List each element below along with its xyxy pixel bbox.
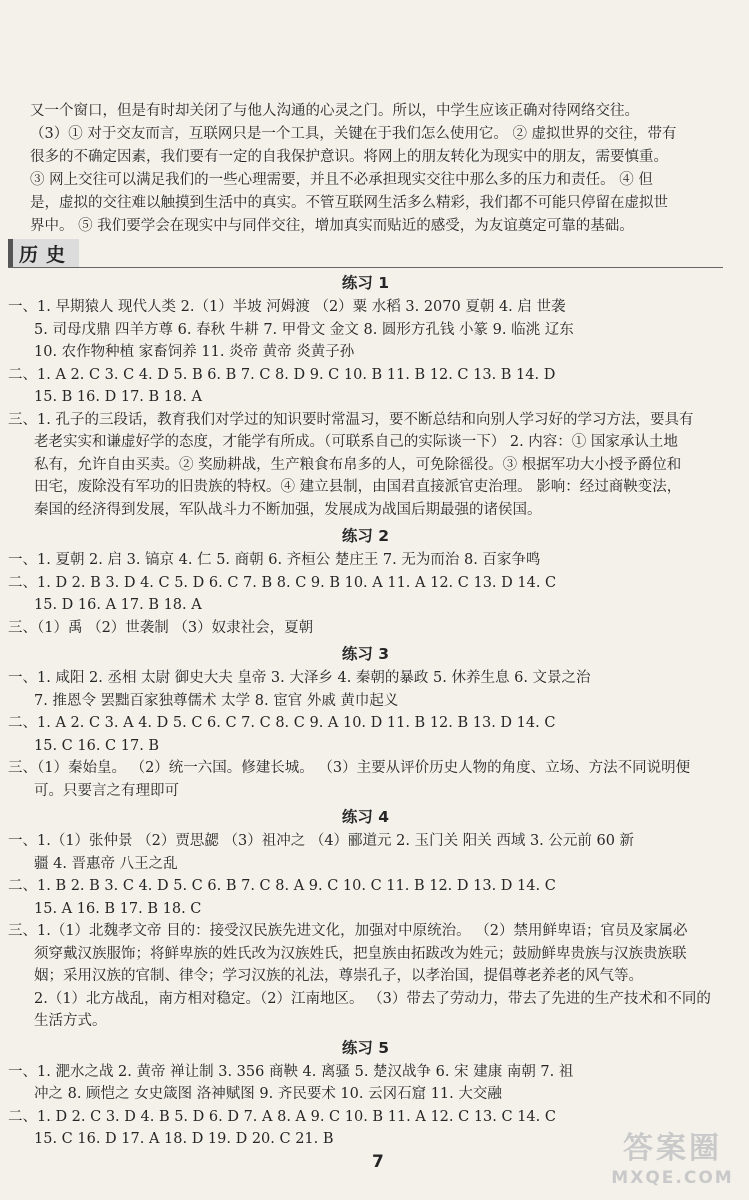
- watermark-sub: MXQE.COM: [611, 1168, 734, 1188]
- answer-line: 10. 农作物种植 家畜饲养 11. 炎帝 黄帝 炎黄子孙: [34, 344, 355, 360]
- answer-line: 15. C 16. D 17. A 18. D 19. D 20. C 21. B: [34, 1131, 334, 1147]
- answer-line: 一、1. 淝水之战 2. 黄帝 禅让制 3. 356 商鞅 4. 离骚 5. 楚汉战争 6. 宋 建康 南朝 7. 祖: [8, 1063, 574, 1080]
- answer-line: 秦国的经济得到发展，军队战斗力不断加强，发展成为战国后期最强的诸侯国。: [34, 501, 542, 518]
- intro-line: ③ 网上交往可以满足我们的一些心理需要，并且不必承担现实交往中那么多的压力和责任。 ④ 但: [30, 172, 653, 188]
- answer-line: 二、1. A 2. C 3. C 4. D 5. B 6. B 7. C 8. D 9. C 10. B 11. B 12. C 13. B 14. D: [8, 366, 556, 383]
- answer-line: 三、1.（1）北魏孝文帝 目的：接受汉民族先进文化，加强对中原统治。 （2）禁用鲜卑语；官员及家属必: [8, 923, 688, 939]
- watermark-logo: [600, 1130, 745, 1195]
- answer-line: 15. D 16. A 17. B 18. A: [34, 597, 202, 613]
- answer-line: 须穿戴汉族服饰；将鲜卑族的姓氏改为汉族姓氏，把皇族由拓跋改为姓元；鼓励鲜卑贵族与汉族贵族联: [34, 945, 687, 962]
- answer-line: 2.（1）北方战乱，南方相对稳定。（2）江南地区。 （3）带去了劳动力，带去了先进的生产技术和不同的: [34, 990, 711, 1007]
- answer-line: 生活方式。: [34, 1013, 107, 1029]
- answer-line: 田宅，废除没有军功的旧贵族的特权。④ 建立县制，由国君直接派官吏治理。 影响：经过商鞅变法，: [34, 479, 682, 495]
- intro-line: 又一个窗口，但是有时却关闭了与他人沟通的心灵之门。所以，中学生应该正确对待网络交往。: [30, 103, 639, 119]
- intro-line: 界中。 ⑤ 我们要学会在现实中与同伴交往，增加真实而贴近的感受，为友谊奠定可靠的基础。: [30, 218, 634, 234]
- intro-line: 是，虚拟的交往难以触摸到生活中的真实。不管互联网生活多么精彩，我们都不可能只停留在虚拟世: [30, 195, 668, 211]
- answer-line: 15. C 16. C 17. B: [34, 737, 160, 754]
- exercises-list: [8, 268, 723, 1151]
- exercise-title: 练习 1: [341, 274, 390, 292]
- exercise-title: 练习 4: [341, 808, 390, 826]
- answer-line: 二、1. B 2. B 3. C 4. D 5. C 6. B 7. C 8. A 9. C 10. C 11. B 12. D 13. D 14. C: [8, 878, 556, 894]
- page-number: 7: [372, 1152, 384, 1172]
- answer-line: 15. A 16. B 17. B 18. C: [34, 900, 202, 917]
- answer-line: 姻；采用汉族的官制、律令；学习汉族的礼法，尊崇孔子，以孝治国，提倡尊老养老的风气等。: [34, 968, 643, 984]
- exercise-section: [8, 804, 723, 1033]
- answer-line: 老老实实和谦虚好学的态度，才能学有所成。（可联系自己的实际谈一下） 2. 内容：① 国家承认土地: [34, 434, 678, 450]
- answer-line: 疆 4. 晋惠帝 八王之乱: [34, 855, 178, 872]
- answer-line: 三、1. 孔子的三段话，教育我们对学过的知识要时常温习，要不断总结和向别人学习好的学习方法，要具有: [8, 411, 694, 428]
- exercise-section: [8, 270, 723, 521]
- answer-line: 冲之 8. 顾恺之 女史箴图 洛神赋图 9. 齐民要术 10. 云冈石窟 11. 大交融: [34, 1086, 502, 1102]
- exercise-section: [8, 641, 723, 802]
- exercise-section: [8, 523, 723, 639]
- answer-line: 可。只要言之有理即可: [34, 782, 179, 799]
- answer-line: 一、1. 早期猿人 现代人类 2.（1）半坡 河姆渡 （2）粟 水稻 3. 2070 夏朝 4. 启 世袭: [8, 299, 566, 315]
- answer-line: 三、（1）秦始皇。 （2）统一六国。修建长城。 （3）主要从评价历史人物的角度、立场、方法不同说明便: [8, 760, 691, 776]
- exercise-title: 练习 2: [341, 527, 390, 545]
- answer-line: 二、1. A 2. C 3. A 4. D 5. C 6. C 7. C 8. C 9. A 10. D 11. B 12. B 13. D 14. C: [8, 715, 556, 731]
- answer-line: 二、1. D 2. C 3. D 4. B 5. D 6. D 7. A 8. A 9. C 10. B 11. A 12. C 13. C 14. C: [8, 1108, 556, 1125]
- answer-line: 私有，允许自由买卖。② 奖励耕战，生产粮食布帛多的人，可免除徭役。③ 根据军功大小授予爵位和: [34, 456, 682, 473]
- exercise-title: 练习 5: [341, 1038, 390, 1057]
- exercise-title: 练习 3: [341, 645, 390, 663]
- answer-line: 三、（1）禹 （2）世袭制 （3）奴隶社会，夏朝: [8, 619, 314, 636]
- answer-line: 5. 司母戊鼎 四羊方尊 6. 春秋 牛耕 7. 甲骨文 金文 8. 圆形方孔钱 小篆 9. 临洮 辽东: [34, 321, 574, 338]
- answer-line: 一、1. 咸阳 2. 丞相 太尉 御史大夫 皇帝 3. 大泽乡 4. 秦朝的暴政 5. 休养生息 6. 文景之治: [8, 670, 591, 686]
- answer-line: 一、1. 夏朝 2. 启 3. 镐京 4. 仁 5. 商朝 6. 齐桓公 楚庄王 7. 无为而治 8. 百家争鸣: [8, 552, 541, 568]
- watermark-main: 答案圈: [623, 1131, 722, 1166]
- answer-line: 二、1. D 2. B 3. D 4. C 5. D 6. C 7. B 8. C 9. B 10. A 11. A 12. C 13. D 14. C: [8, 574, 557, 591]
- answer-line: 一、1.（1）张仲景 （2）贾思勰 （3）祖冲之 （4）郦道元 2. 玉门关 阳关 西域 3. 公元前 60 新: [8, 833, 635, 849]
- answer-line: 7. 推恩令 罢黜百家独尊儒术 太学 8. 宦官 外戚 黄巾起义: [34, 692, 399, 709]
- intro-line: （3）① 对于交友而言，互联网只是一个工具，关键在于我们怎么使用它。 ② 虚拟世界的交往，带有: [30, 126, 677, 142]
- intro-line: 很多的不确定因素，我们要有一定的自我保护意识。将网上的朋友转化为现实中的朋友，需要慎重。: [30, 149, 668, 165]
- intro-paragraph: [30, 100, 720, 238]
- answer-line: 15. B 16. D 17. B 18. A: [34, 389, 202, 405]
- section-title-history: 历史: [8, 239, 79, 267]
